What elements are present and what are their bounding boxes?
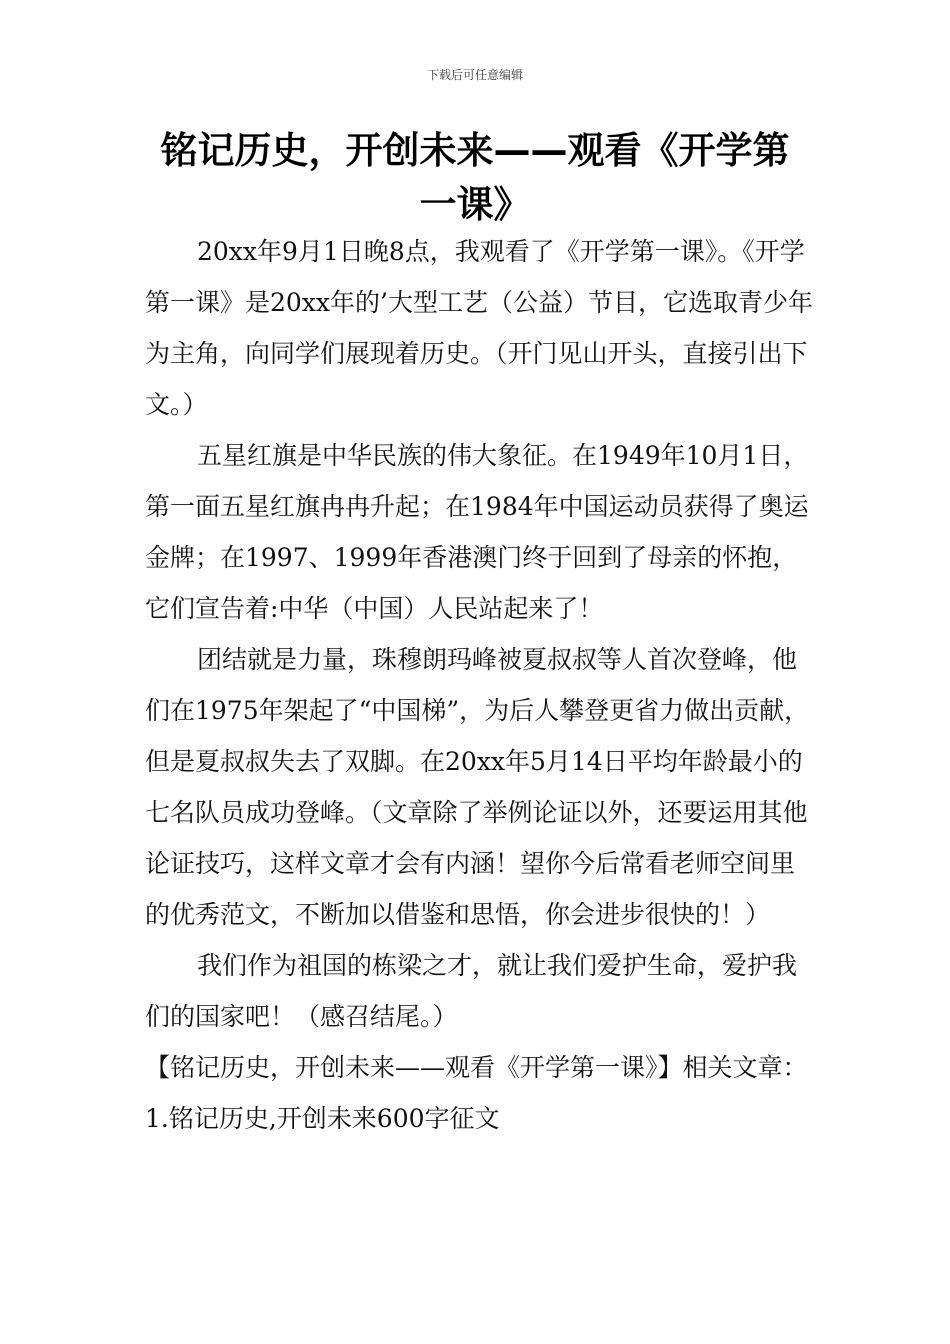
header-note: 下载后可任意编辑 [426,68,523,82]
related-articles-heading: 【铭记历史，开创未来——观看《开学第一课》】相关文章： [145,1053,808,1082]
paragraph-everest: 团结就是力量，珠穆朗玛峰被夏叔叔等人首次登峰，他们在1975年架起了“中国梯”，为后人攀登更省力做出贡献，但是夏叔叔失去了双脚。在20xx年5月14日平均年龄最小的七名队员成功登峰。（文章除了举例论证以外，还要运用其他论证技巧，这样文章才会有内涵！望你今后常看老师空间里的优秀范文，不断加以借鉴和思悟，你会进步很快的！） [145,645,810,929]
document-body [145,226,815,1144]
document-title: 铭记历史，开创未来——观看《开学第一课》 [160,129,790,226]
related-article-item[interactable]: 1.铭记历史,开创未来600字征文 [145,1104,500,1133]
paragraph-intro: 20xx年9月1日晚8点，我观看了《开学第一课》。《开学第一课》是20xx年的’大型工艺（公益）节目，它选取青少年为主角，向同学们展现着历史。（开门见山开头，直接引出下文。） [145,237,813,419]
paragraph-conclusion: 我们作为祖国的栋梁之才，就让我们爱护生命，爱护我们的国家吧！（感召结尾。） [145,951,798,1031]
paragraph-flag: 五星红旗是中华民族的伟大象征。在1949年10月1日，第一面五星红旗冉冉升起；在1984年中国运动员获得了奥运金牌；在1997、1999年香港澳门终于回到了母亲的怀抱，它们宣告着:中华（中国）人民站起来了！ [145,441,809,623]
